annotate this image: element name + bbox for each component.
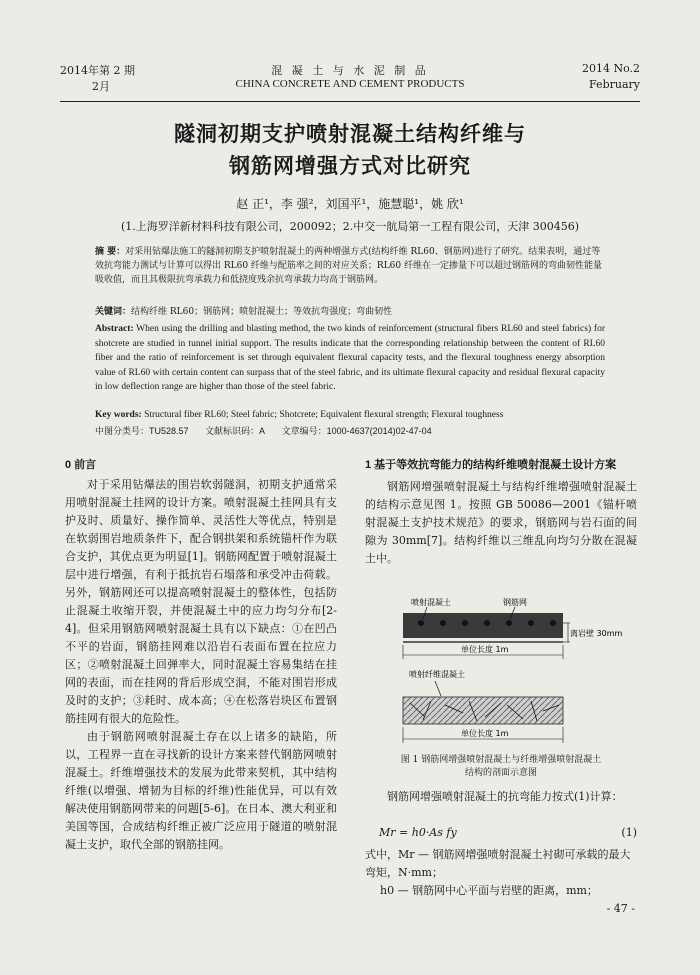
calc-intro-text: 钢筋网增强喷射混凝土的抗弯能力按式(1)计算： <box>387 790 623 803</box>
label-unit-length-1: 单位长度 1m <box>461 645 509 654</box>
abstract-en <box>95 322 605 395</box>
page-number: - 47 - <box>606 902 635 915</box>
figure1-caption <box>365 754 637 780</box>
header-journal-en: CHINA CONCRETE AND CEMENT PRODUCTS <box>235 78 465 90</box>
label-gap-30mm: 离岩壁 30mm <box>570 629 623 638</box>
section0-heading: 0 前言 <box>65 459 97 471</box>
left-column <box>65 456 337 854</box>
keywords-cn-label: 关键词： <box>95 307 132 317</box>
label-unit-length-2: 单位长度 1m <box>461 729 509 738</box>
shotcrete-slab <box>403 613 563 638</box>
abstract-cn <box>95 245 605 287</box>
equation-1 <box>365 826 637 839</box>
abstract-cn-text: 对采用钻爆法施工的隧洞初期支护喷射混凝土的两种增强方式(结构纤维 RL60、钢筋网)进行了研究。结果表明，通过等效抗弯能力测试与计算可以得出 RL60 纤维与配筋率之间的对应关系；RL60 纤维在一定掺量下可以超过钢筋网的弯曲韧性能量吸收值，而且其极限抗弯承载力和低挠度残余抗弯承载力均高于钢筋网。 <box>95 247 602 285</box>
keywords-en-text: Structural fiber RL60; Steel fabric; Shotcrete; Equivalent flexural strength; Flexural toughness <box>144 410 504 420</box>
section1-paragraph1: 钢筋网增强喷射混凝土与结构纤维增强喷射混凝土的结构示意见图 1。按照 GB 50086—2001《锚杆喷射混凝土支护技术规范》的要求，钢筋网与岩石面的间隙为 30mm[7]。结构纤维以三维乱向均匀分散在混凝土中。 <box>365 480 637 565</box>
label-steel-mesh: 钢筋网 <box>503 598 527 607</box>
variable-mr-definition: 式中，Mr — 钢筋网增强喷射混凝土衬砌可承载的最大弯矩，N·mm； <box>365 848 631 879</box>
label-shotcrete: 喷射混凝土 <box>411 598 451 607</box>
calc-intro <box>365 788 637 806</box>
variable-h0-definition: h0 — 钢筋网中心平面与岩壁的距离，mm； <box>380 884 598 897</box>
keywords-cn-text: 结构纤维 RL60；钢筋网；喷射混凝土；等效抗弯强度；弯曲韧性 <box>131 307 393 317</box>
document-code: 文献标识码：A <box>205 426 266 436</box>
authors: 赵 正¹，李 强²，刘国平¹，施慧聪¹，姚 欣¹ <box>236 197 464 211</box>
figure1-diagram <box>365 593 637 765</box>
header-issue-en: 2014 No.2 <box>581 62 640 75</box>
classification-line <box>95 424 605 438</box>
figure1-caption-line1: 图 1 钢筋网增强喷射混凝土与纤维增强喷射混凝土 <box>400 755 602 765</box>
header-month-en: February <box>589 78 640 91</box>
label-fiber-shotcrete: 喷射纤维混凝土 <box>409 670 465 679</box>
paper-title-line1: 隧洞初期支护喷射混凝土结构纤维与 <box>174 121 526 146</box>
equation-1-text: Mr = h0·As fy <box>379 826 457 839</box>
equation-1-number: (1) <box>621 826 637 839</box>
abstract-en-text: When using the drilling and blasting method, the two kinds of reinforcement (structural fibers RL60 and steel fabrics) for shotcrete are studied in tunnel initial support. The results indicate that the corresponding relationship between the content of RL60 fiber and the ratio of reinforcement is set through equivalent flexural capacity tests, and the flexural toughness energy absorption value of RL60 with certain content can surpass that of the steel fabric, and its ultimate flexural capacity and residual flexural capacity in low deflection range are higher than those of the steel fabric. <box>95 324 605 392</box>
journal-header <box>60 62 640 102</box>
affiliation: (1.上海罗洋新材料科技有限公司，200092；2.中交一航局第一工程有限公司，天津 300456) <box>120 220 580 233</box>
paper-title-line2: 钢筋网增强方式对比研究 <box>229 153 471 178</box>
keywords-cn <box>95 305 605 319</box>
header-month-cn: 2月 <box>92 80 110 93</box>
section0-paragraph1: 对于采用钻爆法的围岩软弱隧洞，初期支护通常采用喷射混凝土挂网的设计方案。喷射混凝土挂网具有支护及时、质量好、操作简单、灵活性大等优点，特别是在软弱围岩地质条件下，配合钢拱架和系统锚杆作为联合支护，其优点更为明显[1]。钢筋网配置于喷射混凝土层中进行增强，有利于抵抗岩石塌落和承受冲击荷载。另外，钢筋网还可以提高喷射混凝土的整体性，包括防止混凝土收缩开裂，并使混凝土中的应力均匀分布[2-4]。但采用钢筋网喷射混凝土具有以下缺点：①在凹凸不平的岩面，钢筋挂网难以沿岩石表面布置在拉应力区；②喷射混凝土回弹率大，同时混凝土容易集结在挂网的表面，而在挂网的背后形成空洞，不能对围岩形成及时的支护；③耗时、成本高；④在松落岩块区布置钢筋挂网有很大的危险性。 <box>65 478 337 725</box>
section1-heading: 1 基于等效抗弯能力的结构纤维喷射混凝土设计方案 <box>365 459 617 471</box>
header-issue: 2014年第 2 期 <box>60 64 135 77</box>
article-number: 文章编号：1000-4637(2014)02-47-04 <box>281 426 432 436</box>
clc-number: 中图分类号：TU528.57 <box>95 426 189 436</box>
figure1-caption-line2: 结构的剖面示意图 <box>464 768 537 778</box>
section0-paragraph2: 由于钢筋网喷射混凝土存在以上诸多的缺陷，所以，工程界一直在寻找新的设计方案来替代钢筋网喷射混凝土。纤维增强技术的发展为此带来契机，其中结构纤维(以增强、增韧为目标的纤维)性能优异，可以有效解决使用钢筋网带来的问题[5-6]。在日本、澳大利亚和美国等国，合成结构纤维正被广泛应用于隧道的喷射混凝土支护，取代全部的钢筋挂网。 <box>65 730 337 851</box>
right-column <box>365 456 637 568</box>
keywords-en <box>95 408 605 422</box>
header-journal-cn: 混 凝 土 与 水 泥 制 品 <box>271 64 429 77</box>
abstract-en-label: Abstract: <box>95 324 134 334</box>
keywords-en-label: Key words: <box>95 410 142 420</box>
abstract-cn-label: 摘 要： <box>95 247 126 257</box>
header-rule <box>60 101 640 102</box>
